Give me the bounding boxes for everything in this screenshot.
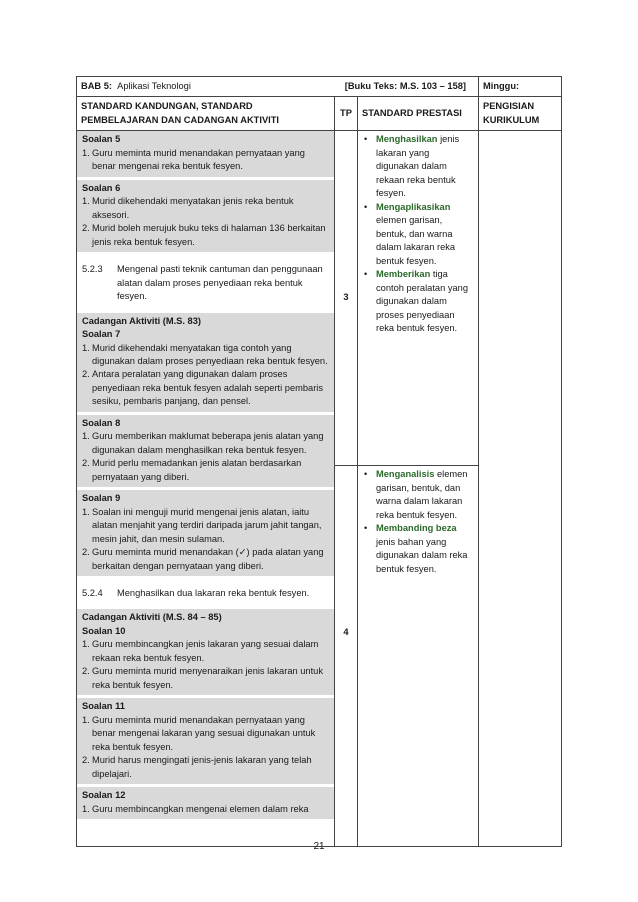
list-number: 2. xyxy=(82,458,90,469)
list-text: Murid dikehendaki menyatakan tiga contoh yang digunakan dalam proses penyediaan reka bentuk fesyen. xyxy=(92,342,328,366)
list-item xyxy=(82,546,329,573)
list-number: 2. xyxy=(82,755,90,766)
block-subtitle: Soalan 7 xyxy=(82,329,121,340)
tp-value: 4 xyxy=(343,627,349,638)
tp-column xyxy=(335,131,358,847)
standard-text: Menghasilkan dua lakaran reka bentuk fesyen. xyxy=(117,588,310,598)
block-title: Cadangan Aktiviti (M.S. 83) xyxy=(82,315,201,326)
learning-standard xyxy=(77,255,334,309)
bab-title: Aplikasi Teknologi xyxy=(117,81,191,91)
list-text: Murid perlu memadankan jenis alatan berdasarkan pernyataan yang diberi. xyxy=(92,458,302,482)
buku-teks-ref: [Buku Teks: M.S. 103 – 158] xyxy=(344,81,466,91)
bullet-icon: • xyxy=(364,201,368,212)
question-block xyxy=(77,787,334,819)
question-block xyxy=(77,313,334,412)
col-tp: TP xyxy=(335,97,358,131)
pengisian-content xyxy=(479,131,562,847)
list-item xyxy=(82,665,329,692)
block-title: Cadangan Aktiviti (M.S. 84 – 85) xyxy=(82,612,222,623)
prestasi-text: elemen garisan, bentuk, dan warna dalam lakaran reka bentuk fesyen. xyxy=(376,215,456,266)
list-number: 1. xyxy=(82,714,90,725)
prestasi-group xyxy=(358,466,478,580)
list-item xyxy=(82,714,329,754)
standard-content xyxy=(77,131,335,847)
list-text: Soalan ini menguji murid mengenai jenis alatan, iaitu alatan menjahit yang terdiri daripada jarum jahit tangan, mesin jahit, dan mesin sulaman. xyxy=(92,506,322,544)
list-number: 1. xyxy=(82,506,90,517)
page-number: 21 xyxy=(313,841,325,852)
tp-value: 3 xyxy=(343,292,349,303)
list-number: 2. xyxy=(82,223,90,234)
header-row xyxy=(77,77,562,97)
block-title: Soalan 9 xyxy=(82,493,121,504)
block-title: Soalan 5 xyxy=(82,134,121,145)
action-verb: Menganalisis xyxy=(376,469,435,480)
list-number: 2. xyxy=(82,547,90,558)
block-subtitle: Soalan 10 xyxy=(82,625,126,636)
prestasi-group xyxy=(358,131,478,466)
prestasi-column xyxy=(358,131,479,847)
list-item xyxy=(82,342,329,369)
minggu-cell: Minggu: xyxy=(479,77,562,97)
action-verb: Menghasilkan xyxy=(376,134,438,145)
list-item xyxy=(82,457,329,484)
col-prestasi: STANDARD PRESTASI xyxy=(358,97,479,131)
standard-code: 5.2.4 xyxy=(82,588,103,598)
question-block xyxy=(77,131,334,176)
list-text: Murid dikehendaki menyatakan jenis reka bentuk aksesori. xyxy=(92,196,294,220)
bab-label: BAB 5: xyxy=(81,81,112,91)
list-number: 2. xyxy=(82,369,90,380)
action-verb: Membanding beza xyxy=(376,523,457,534)
list-number: 1. xyxy=(82,196,90,207)
list-number: 1. xyxy=(82,803,90,814)
col-standard: STANDARD KANDUNGAN, STANDARD PEMBELAJARAN DAN CADANGAN AKTIVITI xyxy=(77,97,335,131)
list-text: Guru membincangkan mengenai elemen dalam reka xyxy=(92,803,309,814)
action-verb: Mengaplikasikan xyxy=(376,201,451,212)
prestasi-item xyxy=(364,522,472,576)
lesson-plan-table xyxy=(76,76,562,847)
list-item xyxy=(82,638,329,665)
list-number: 1. xyxy=(82,342,90,353)
block-title: Soalan 11 xyxy=(82,701,125,712)
bullet-icon: • xyxy=(364,269,368,280)
standard-text: Mengenal pasti teknik cantuman dan penggunaan alatan dalam proses penyediaan reka bentuk fesyen. xyxy=(117,264,323,302)
list-text: Guru meminta murid menandakan pernyataan yang benar mengenai reka bentuk fesyen. xyxy=(92,147,305,172)
question-block xyxy=(77,490,334,576)
list-text: Murid harus mengingati jenis-jenis lakaran yang telah dipelajari. xyxy=(92,755,312,779)
list-text: Murid boleh merujuk buku teks di halaman 136 berkaitan jenis reka bentuk fesyen. xyxy=(92,223,326,247)
block-title: Soalan 12 xyxy=(82,790,126,801)
standard-code: 5.2.3 xyxy=(82,264,103,275)
prestasi-item xyxy=(364,468,472,522)
list-item xyxy=(82,147,329,174)
list-item xyxy=(82,195,329,222)
prestasi-text: tiga contoh peralatan yang digunakan dalam proses penyediaan reka bentuk fesyen. xyxy=(376,269,469,333)
block-title: Soalan 8 xyxy=(82,417,121,428)
list-item xyxy=(82,803,329,816)
list-number: 1. xyxy=(82,147,90,158)
list-text: Guru meminta murid menandakan pernyataan yang benar mengenai lakaran yang sesuai digunakan untuk reka bentuk fesyen. xyxy=(92,714,316,752)
column-header-row xyxy=(77,97,562,131)
learning-standard xyxy=(77,579,334,606)
prestasi-item xyxy=(364,201,472,268)
list-item xyxy=(82,222,329,249)
list-item xyxy=(82,430,329,457)
prestasi-text: jenis bahan yang digunakan dalam reka bentuk fesyen. xyxy=(376,536,468,574)
prestasi-text: jenis lakaran yang digunakan dalam rekaan reka bentuk fesyen. xyxy=(376,134,460,199)
prestasi-item xyxy=(364,268,472,335)
question-block xyxy=(77,415,334,487)
list-item xyxy=(82,754,329,781)
list-number: 2. xyxy=(82,666,90,677)
action-verb: Memberikan xyxy=(376,269,431,280)
list-text: Guru meminta murid menyenaraikan jenis lakaran untuk reka bentuk fesyen. xyxy=(92,666,323,690)
bullet-icon: • xyxy=(364,523,368,534)
list-item xyxy=(82,368,329,408)
list-text: Guru meminta murid menandakan (✓) pada alatan yang berkaitan dengan pernyataan yang diberi. xyxy=(92,547,324,571)
list-number: 1. xyxy=(82,639,90,650)
list-number: 1. xyxy=(82,431,90,442)
bullet-icon: • xyxy=(364,469,368,480)
content-row xyxy=(77,131,562,847)
prestasi-item xyxy=(364,133,472,200)
bab-cell xyxy=(77,77,479,97)
question-block xyxy=(77,698,334,784)
question-block xyxy=(77,180,334,252)
bullet-icon: • xyxy=(364,134,368,145)
list-text: Guru membincangkan jenis lakaran yang sesuai dalam rekaan reka bentuk fesyen. xyxy=(92,639,319,663)
question-block xyxy=(77,609,334,695)
prestasi-text: elemen garisan, bentuk, dan warna dalam lakaran reka bentuk fesyen. xyxy=(376,469,468,520)
list-text: Guru memberikan maklumat beberapa jenis alatan yang digunakan dalam menghasilkan reka bentuk fesyen. xyxy=(92,431,324,455)
list-text: Antara peralatan yang digunakan dalam proses penyediaan reka bentuk fesyen adalah seperti pembaris sesiku, pembaris panjang, dan pensel. xyxy=(92,369,324,407)
list-item xyxy=(82,506,329,546)
col-pengisian: PENGISIAN KURIKULUM xyxy=(479,97,562,131)
block-title: Soalan 6 xyxy=(82,182,121,193)
